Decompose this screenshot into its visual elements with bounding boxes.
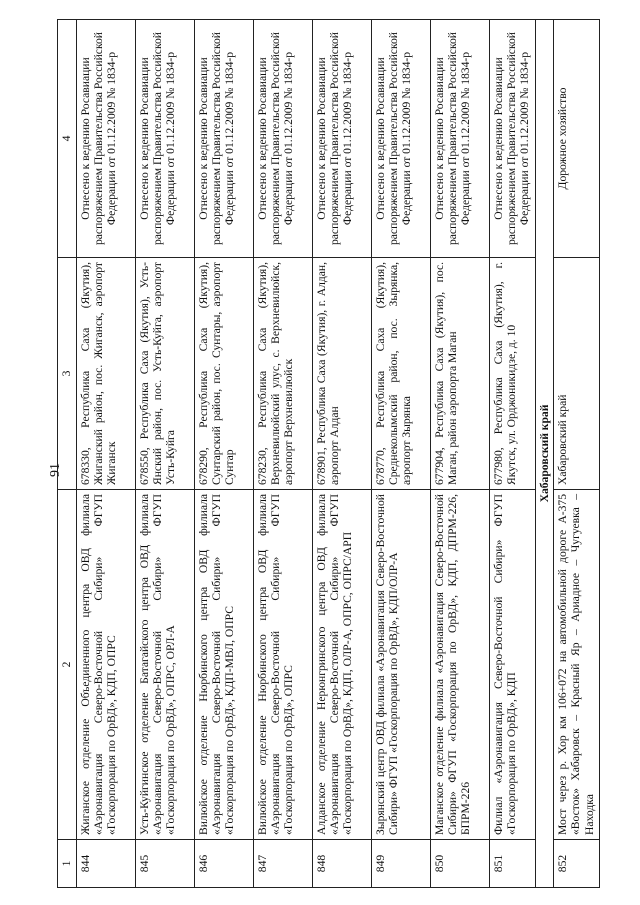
object-note: Дорожное хозяйство xyxy=(554,20,600,258)
region-heading: Хабаровский край xyxy=(536,20,554,888)
object-note: Отнесено к ведению Росавиации распоряжением Правительства Российской Федерации от 01.12.2009 № 1834-р xyxy=(136,20,195,258)
object-address: 678330, Республика Саха (Якутия), Жиганский район, пос. Жиганск, аэропорт Жиганск xyxy=(77,258,136,490)
header-col-4: 4 xyxy=(58,20,77,258)
object-address: 678901, Республика Саха (Якутия), г. Алдан, аэропорт Алдан xyxy=(313,258,372,490)
object-note: Отнесено к ведению Росавиации распоряжением Правительства Российской Федерации от 01.12.2009 № 1834-р xyxy=(431,20,490,258)
object-address: 678230, Республика Саха (Якутия), Верхневилюйский улус, с. Верхневилюйск, аэропорт Верхневилюйск xyxy=(254,258,313,490)
row-number: 849 xyxy=(372,840,431,888)
table-row xyxy=(490,20,536,888)
row-number: 844 xyxy=(77,840,136,888)
object-note: Отнесено к ведению Росавиации распоряжением Правительства Российской Федерации от 01.12.2009 № 1834-р xyxy=(195,20,254,258)
object-name: Вилюйское отделение Нюрбинского центра ОВД филиала «Аэронавигация Северо-Восточной Сибири» ФГУП «Госкорпорация по ОрВД», КДП-МВЛ, ОПРС xyxy=(195,490,254,840)
object-note: Отнесено к ведению Росавиации распоряжением Правительства Российской Федерации от 01.12.2009 № 1834-р xyxy=(372,20,431,258)
object-address: 678770, Республика Саха (Якутия), Среднеколымский район, пос. Зырянка, аэропорт Зырянка xyxy=(372,258,431,490)
row-number: 850 xyxy=(431,840,490,888)
object-name: Маганское отделение филиала «Аэронавигация Северо-Восточной Сибири» ФГУП «Госкорпорация по ОрВД», КДП, ДПРМ-226, БПРМ-226 xyxy=(431,490,490,840)
object-name: Зырянский центр ОВД филиала «Аэронавигация Северо-Восточной Сибири» ФГУП «Госкорпорация по ОрВД», КДП/ОЛР-А xyxy=(372,490,431,840)
table-row xyxy=(431,20,490,888)
row-number: 851 xyxy=(490,840,536,888)
object-address: 678550, Республика Саха (Якутия), Усть-Янский район, пос. Усть-Куйга, аэропорт Усть-Куйга xyxy=(136,258,195,490)
table-header-row xyxy=(58,20,77,888)
object-address: 677980, Республика Саха (Якутия), г. Якутск, ул. Орджоникидзе, д. 10 xyxy=(490,258,536,490)
object-note: Отнесено к ведению Росавиации распоряжением Правительства Российской Федерации от 01.12.2009 № 1834-р xyxy=(313,20,372,258)
table-row xyxy=(313,20,372,888)
objects-table xyxy=(57,19,600,888)
object-name: Мост через р. Хор км 106+072 на автомобильной дороге А-375 «Восток» Хабаровск – Красный Яр – Ариадное – Чугуевка – Находка xyxy=(554,490,600,840)
table-row xyxy=(195,20,254,888)
object-address: Хабаровский край xyxy=(554,258,600,490)
object-note: Отнесено к ведению Росавиации распоряжением Правительства Российской Федерации от 01.12.2009 № 1834-р xyxy=(490,20,536,258)
region-row xyxy=(536,20,554,888)
object-note: Отнесено к ведению Росавиации распоряжением Правительства Российской Федерации от 01.12.2009 № 1834-р xyxy=(77,20,136,258)
rotated-page xyxy=(57,20,596,888)
header-col-2: 2 xyxy=(58,490,77,840)
row-number: 848 xyxy=(313,840,372,888)
table-row xyxy=(554,20,600,888)
object-name: Усть-Куйгинское отделение Батагайского центра ОВД филиала «Аэронавигация Северо-Восточной Сибири» ФГУП «Госкорпорация по ОрВД», ОПРС, ОРЛ-А xyxy=(136,490,195,840)
object-name: Жиганское отделение Объединенного центра ОВД филиала «Аэронавигация Северо-Восточной Сибири» ФГУП «Госкорпорация по ОрВД», КДП, ОПРС xyxy=(77,490,136,840)
row-number: 847 xyxy=(254,840,313,888)
header-col-1: 1 xyxy=(58,840,77,888)
object-address: 677904, Республика Саха (Якутия), пос. Маган, район аэропорта Маган xyxy=(431,258,490,490)
table-row xyxy=(77,20,136,888)
object-name: Алданское отделение Нерюнгринского центра ОВД филиала «Аэронавигация Северо-Восточной Сибири» ФГУП «Госкорпорация по ОрВД», КДП, ОЛР-А, ОПРС, ОПРС/АРП xyxy=(313,490,372,840)
object-name: Филиал «Аэронавигация Северо-Восточной Сибири» ФГУП «Госкорпорация по ОрВД», КДП xyxy=(490,490,536,840)
object-name: Вилюйское отделение Нюрбинского центра ОВД филиала «Аэронавигация Северо-Восточной Сибири» ФГУП «Госкорпорация по ОрВД», ОПРС xyxy=(254,490,313,840)
row-number: 845 xyxy=(136,840,195,888)
header-col-3: 3 xyxy=(58,258,77,490)
table-row xyxy=(254,20,313,888)
page-number: 91 xyxy=(48,463,63,477)
object-note: Отнесено к ведению Росавиации распоряжением Правительства Российской Федерации от 01.12.2009 № 1834-р xyxy=(254,20,313,258)
row-number: 846 xyxy=(195,840,254,888)
row-number: 852 xyxy=(554,840,600,888)
table-row xyxy=(136,20,195,888)
table-row xyxy=(372,20,431,888)
object-address: 678290, Республика Саха (Якутия), Сунтарский район, пос. Сунтары, аэропорт Сунтар xyxy=(195,258,254,490)
